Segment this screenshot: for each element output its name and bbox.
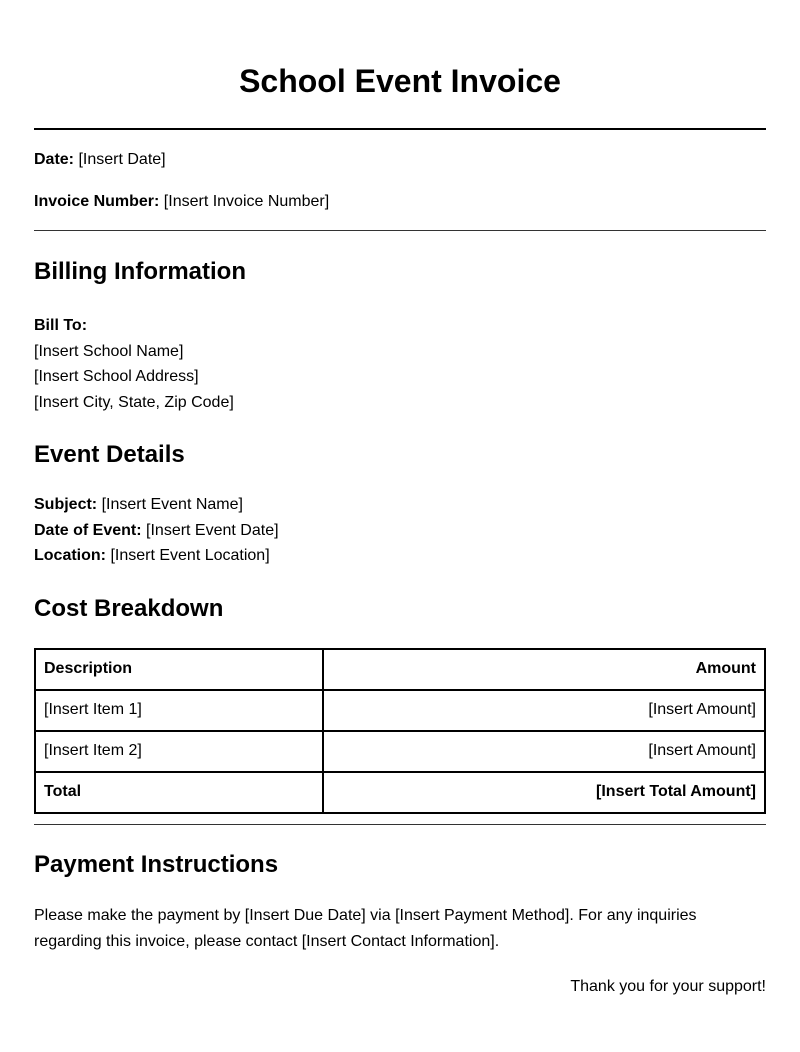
cost-divider [34,824,766,825]
event-details-block [34,492,766,569]
billing-heading: Billing Information [34,258,246,285]
invoice-number-label: Invoice Number: [34,193,160,210]
event-date-value: [Insert Event Date] [141,521,279,539]
cost-section [34,594,766,825]
school-name: [Insert School Name] [34,342,184,360]
total-label: Total [35,772,323,813]
invoice-number-value: [Insert Invoice Number] [159,193,330,210]
billing-section [34,257,766,415]
school-address: [Insert School Address] [34,368,199,385]
payment-section [34,850,766,1000]
date-label: Date: [34,151,75,168]
column-header-description: Description [35,649,323,690]
meta-divider [34,230,766,231]
item-amount: [Insert Amount] [323,690,765,731]
payment-heading: Payment Instructions [34,850,279,878]
thank-you-note: Thank you for your support! [570,977,766,995]
page-title: School Event Invoice [239,63,561,99]
school-city-state-zip: [Insert City, State, Zip Code] [34,393,234,411]
column-header-amount: Amount [323,649,765,690]
payment-instructions-text: Please make the payment by [Insert Due Date] via [Insert Payment Method]. For any inquiries regarding this invoice, please contact [Insert Contact Information]. [34,906,697,950]
table-header-row [35,649,765,690]
cost-table [34,648,766,814]
table-row [35,731,765,772]
bill-to-label: Bill To: [34,317,88,334]
event-section [34,440,766,569]
total-amount: [Insert Total Amount] [323,772,765,813]
location-value: [Insert Event Location] [106,547,270,564]
invoice-number-line [34,189,766,215]
invoice-meta [34,147,766,215]
subject-value: [Insert Event Name] [97,496,243,513]
date-line [34,147,766,173]
event-date-label: Date of Event: [34,521,142,539]
item-description: [Insert Item 2] [35,731,323,772]
date-value: [Insert Date] [74,151,166,168]
table-row [35,690,765,731]
subject-label: Subject: [34,496,98,513]
event-heading: Event Details [34,441,185,468]
bill-to-block [34,313,766,415]
item-description: [Insert Item 1] [35,690,323,731]
location-label: Location: [34,547,106,564]
item-amount: [Insert Amount] [323,731,765,772]
total-row [35,772,765,813]
title-divider [34,128,766,130]
cost-heading: Cost Breakdown [34,594,224,622]
